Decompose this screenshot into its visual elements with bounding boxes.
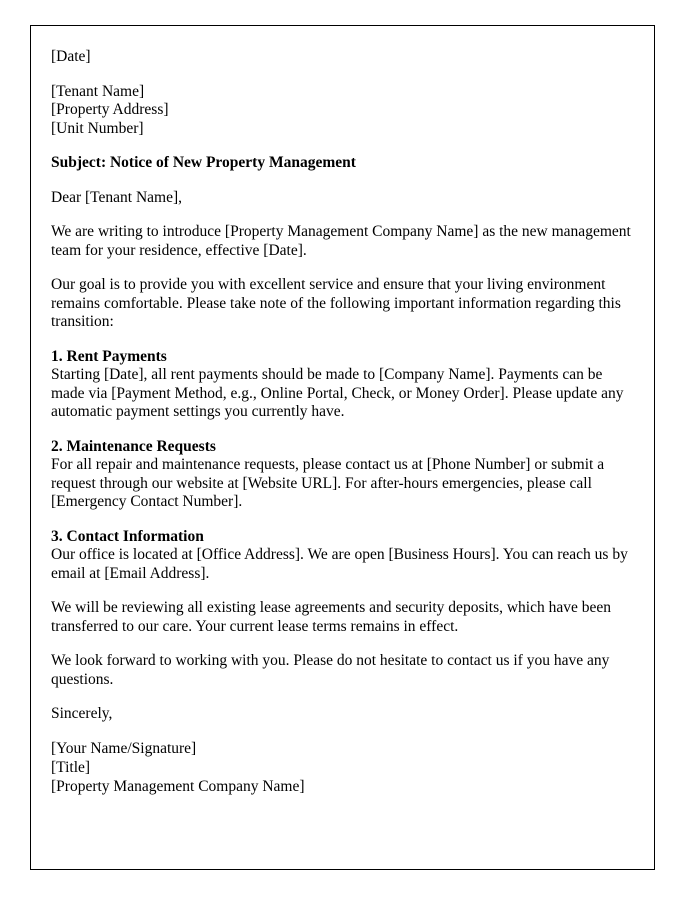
closing-paragraph-1: We will be reviewing all existing lease agreements and security deposits, which have been transferred to our care. Your current lease terms remains in effect. [51, 599, 612, 635]
letter-page [30, 25, 655, 870]
subject-line: Subject: Notice of New Property Management [51, 154, 356, 171]
section-maintenance-requests [51, 438, 634, 512]
salutation: Dear [Tenant Name], [51, 188, 183, 206]
section-body: Starting [Date], all rent payments should be made to [Company Name]. Payments can be made via [Payment Method, e.g., Online Portal, Check, or Money Order]. Please update any automatic payment settings you currently have. [51, 366, 624, 420]
letter-date: [Date] [51, 48, 91, 65]
intro-paragraph-1: We are writing to introduce [Property Management Company Name] as the new management team for your residence, effective [Date]. [51, 223, 631, 259]
section-heading: 1. Rent Payments [51, 347, 167, 365]
signature-block [51, 740, 634, 797]
section-contact-information [51, 528, 634, 584]
intro-paragraph-2: Our goal is to provide you with excellent service and ensure that your living environment remains comfortable. Please take note of the following important information regarding this transition: [51, 276, 621, 330]
recipient-block [51, 83, 634, 139]
recipient-unit: [Unit Number] [51, 119, 144, 137]
signature-company: [Property Management Company Name] [51, 777, 305, 795]
recipient-name: [Tenant Name] [51, 82, 145, 100]
section-heading: 2. Maintenance Requests [51, 437, 216, 455]
signature-title: [Title] [51, 758, 91, 776]
section-rent-payments [51, 348, 634, 422]
section-body: For all repair and maintenance requests, please contact us at [Phone Number] or submit a request through our website at [Website URL]. For after-hours emergencies, please call [Emergency Contact Number]. [51, 456, 605, 510]
signature-name: [Your Name/Signature] [51, 739, 197, 757]
recipient-address: [Property Address] [51, 101, 169, 118]
closing-paragraph-2: We look forward to working with you. Please do not hesitate to contact us if you have any questions. [51, 652, 610, 688]
signoff: Sincerely, [51, 705, 113, 722]
section-body: Our office is located at [Office Address]. We are open [Business Hours]. You can reach us by email at [Email Address]. [51, 546, 628, 582]
section-heading: 3. Contact Information [51, 527, 204, 545]
